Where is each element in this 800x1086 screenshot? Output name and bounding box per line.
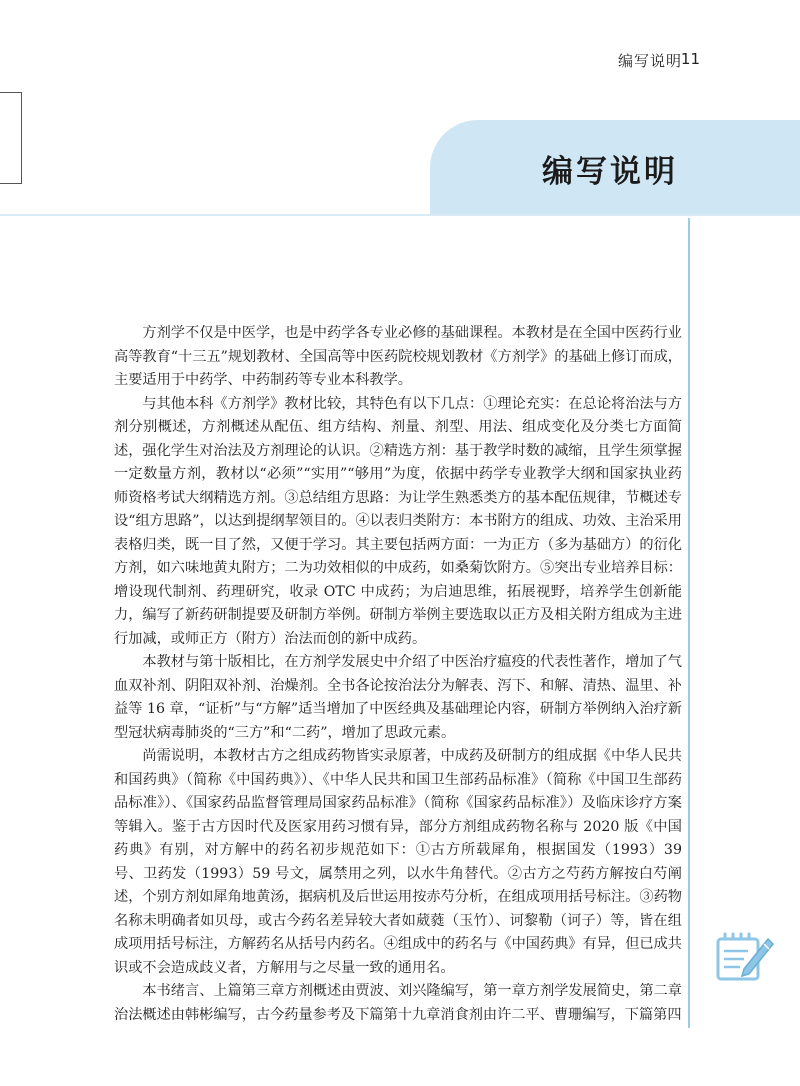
paragraph-4: 尚需说明，本教材古方之组成药物皆实录原著，中成药及研制方的组成据《中华人民共和国药典》（简称《中国药典》）、《中华人民共和国卫生部药品标准》（简称《中国卫生部药品标准》）、《国家药品监督管理局国家药品标准》（简称《国家药品标准》）及临床诊疗方案等辑入。鉴于古方因时代及医家用药习惯有异，部分方剂组成药物名称与 2020 版《中国药典》有别，对方解中的药名初步规范如下：①古方所载犀角，根据国发（1993）39 号、卫药发（1993）59 号文，属禁用之列，以水牛角替代。②古方之芍药方解按白芍阐述，个别方剂如犀角地黄汤，据病机及后世运用按赤芍分析，在组成项用括号标注。③药物名称未明确者如贝母，或古今药名差异较大者如葳蕤（玉竹）、诃黎勒（诃子）等，皆在组成项用括号标注，方解药名从括号内药名。④组成中的药名与《中国药典》有异，但已成共识或不会造成歧义者，方解用与之尽量一致的通用名。 [114, 748, 682, 976]
paragraph-1: 方剂学不仅是中医学，也是中药学各专业必修的基础课程。本教材是在全国中医药行业高等教育“十三五”规划教材、全国高等中医药院校规划教材《方剂学》的基础上修订而成，主要适用于中药学、中药制药等专业本科教学。 [114, 325, 682, 388]
body-text [114, 322, 682, 1027]
paragraph-5: 本书绪言、上篇第三章方剂概述由贾波、刘兴隆编写，第一章方剂学发展简史，第二章治法概述由韩彬编写，古今药量参考及下篇第十九章消食剂由许二平、曹珊编写，下篇第四 [114, 983, 682, 1023]
paragraph-3: 本教材与第十版相比，在方剂学发展史中介绍了中医治疗瘟疫的代表性著作，增加了气血双补剂、阴阳双补剂、治燥剂。全书各论按治法分为解表、泻下、和解、清热、温里、补益等 16 章，“证析”与“方解”适当增加了中医经典及基础理论内容，研制方举例纳入治疗新型冠状病毒肺炎的“三方”和“二药”，增加了思政元素。 [114, 654, 682, 741]
notebook-pencil-icon [714, 925, 776, 987]
chapter-title: 编写说明 [542, 154, 678, 190]
running-head-title: 编写说明 [617, 52, 682, 70]
paragraph-2: 与其他本科《方剂学》教材比较，其特色有以下几点：①理论充实：在总论将治法与方剂分别概述，方剂概述从配伍、组方结构、剂量、剂型、用法、组成变化及分类七方面简述，强化学生对治法及方剂理论的认识。②精选方剂：基于教学时数的减缩，且学生须掌握一定数量方剂，教材以“必须”“实用”“够用”为度，依据中药学专业教学大纲和国家执业药师资格考试大纲精选方剂。③总结组方思路：为让学生熟悉类方的基本配伍规律，节概述专设“组方思路”，以达到提纲挈领目的。④以表归类附方：本书附方的组成、功效、主治采用表格归类，既一目了然，又便于学习。其主要包括两方面：一为正方（多为基础方）的衍化方剂，如六味地黄丸附方；二为功效相似的中成药，如桑菊饮附方。⑤突出专业培养目标：增设现代制剂、药理研究，收录 OTC 中成药；为启迪思维，拓展视野，培养学生创新能力，编写了新药研制提要及研制方举例。研制方举例主要选取以正方及相关附方组成为主进行加减，或师正方（附方）治法而创的新中成药。 [114, 395, 682, 647]
page-number: 11 [680, 50, 700, 68]
title-band-underline [0, 214, 800, 216]
margin-rule [688, 218, 690, 1028]
page-edge-tab [0, 92, 22, 184]
